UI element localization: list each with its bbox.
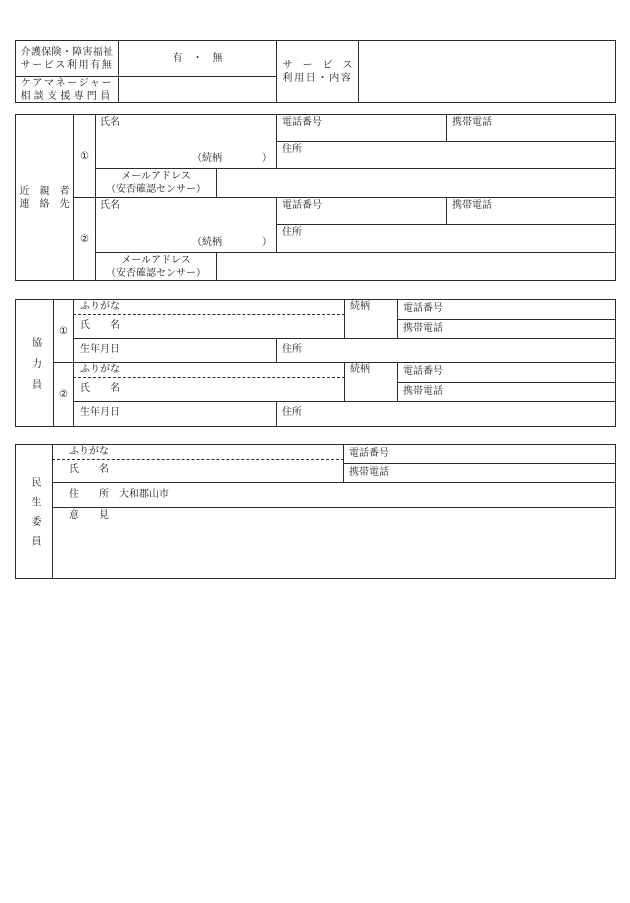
- relative-2-mobile-label: 携帯電話: [452, 200, 492, 211]
- cooperator-1-phone-label: 電話番号: [403, 303, 443, 314]
- cooperator-1-birthdate-label: 生年月日: [80, 344, 120, 355]
- cooperator-1-name-label: 氏 名: [80, 320, 120, 331]
- service-detail-label-line2: 利用日・内容: [282, 72, 353, 84]
- service-detail-value-cell: [358, 40, 616, 103]
- cooperator-2-phone-label: 電話番号: [403, 366, 443, 377]
- relatives-label-line1: 近 親 者: [19, 185, 70, 197]
- welfare-name-label: 氏 名: [69, 464, 109, 475]
- cooperator-1-number: ①: [59, 325, 68, 337]
- welfare-mobile-label: 携帯電話: [349, 467, 389, 478]
- cooperator-2-phone-cell: [397, 362, 616, 383]
- care-manager-label-line1: ケアマネージャー: [20, 77, 114, 89]
- service-usage-label-line2: サービス利用有無: [20, 59, 114, 71]
- welfare-furigana-label: ふりがな: [69, 446, 109, 457]
- cooperator-2-number: ②: [59, 389, 68, 400]
- welfare-address-label: 住 所: [69, 489, 109, 500]
- relative-1-email-label-line1: メールアドレス: [121, 171, 191, 182]
- relative-2-mobile-cell: [446, 197, 616, 225]
- relatives-label-line2: 連 絡 先: [19, 198, 70, 210]
- cooperator-1-number-cell: [53, 299, 74, 363]
- welfare-name-cell: [52, 460, 344, 483]
- service-detail-label-cell: [276, 40, 359, 103]
- relative-1-number: ①: [80, 150, 89, 162]
- relative-1-address-cell: [276, 141, 616, 169]
- cooperator-2-mobile-cell: [397, 382, 616, 402]
- cooperator-1-relation-cell: [344, 299, 398, 339]
- cooperator-1-address-label: 住所: [282, 344, 302, 355]
- relative-1-email-label-cell: [95, 168, 217, 198]
- welfare-address-cell: [52, 482, 616, 508]
- relative-2-email-label-line2: （安否確認センサー）: [106, 267, 206, 279]
- welfare-commissioner-label-cell: [15, 444, 53, 579]
- relative-2-name-cell: [95, 197, 277, 253]
- welfare-opinion-cell: [52, 507, 616, 579]
- cooperator-1-birthdate-cell: [73, 338, 277, 363]
- cooperator-1-relation-label: 続柄: [350, 301, 370, 312]
- cooperator-2-birthdate-label: 生年月日: [80, 407, 120, 418]
- cooperator-2-name-cell: [73, 378, 345, 402]
- service-usage-label-line1: 介護保険・障害福祉: [20, 46, 114, 58]
- welfare-commissioner-label: 民生委員: [29, 477, 40, 556]
- cooperator-2-address-label: 住所: [282, 407, 302, 418]
- cooperator-2-furigana-label: ふりがな: [80, 364, 120, 375]
- relative-2-address-label: 住所: [282, 227, 302, 238]
- cooperator-2-furigana-cell: [73, 362, 345, 378]
- care-manager-label-line2: 相談支援専門員: [20, 90, 114, 102]
- cooperator-1-furigana-label: ふりがな: [80, 301, 120, 312]
- cooperator-1-mobile-label: 携帯電話: [403, 323, 443, 334]
- relative-2-number-cell: [73, 197, 96, 281]
- cooperator-1-furigana-cell: [73, 299, 345, 315]
- relative-2-email-label-cell: [95, 252, 217, 281]
- cooperator-1-phone-cell: [397, 299, 616, 320]
- welfare-furigana-cell: [52, 444, 344, 460]
- relative-2-email-value-cell: [216, 252, 616, 281]
- relative-2-relation-label: （続柄 ）: [192, 237, 272, 248]
- relatives-label-cell: [15, 114, 74, 281]
- relative-2-email-label-line1: メールアドレス: [121, 254, 191, 266]
- relative-1-mobile-label: 携帯電話: [452, 117, 492, 128]
- welfare-phone-label: 電話番号: [349, 448, 389, 459]
- care-manager-label-cell: [15, 76, 119, 103]
- relative-1-email-value-cell: [216, 168, 616, 198]
- relative-1-phone-label: 電話番号: [282, 117, 322, 128]
- welfare-opinion-label: 意 見: [69, 510, 109, 521]
- service-detail-label-line1: サ ー ビ ス: [282, 59, 353, 71]
- relative-1-number-cell: [73, 114, 96, 198]
- relative-1-address-label: 住所: [282, 144, 302, 155]
- relative-2-phone-cell: [276, 197, 447, 225]
- cooperator-2-relation-label: 続柄: [350, 364, 370, 375]
- relative-2-number: ②: [80, 233, 89, 245]
- service-usage-label-cell: [15, 40, 119, 77]
- cooperator-1-address-cell: [276, 338, 616, 363]
- cooperator-1-mobile-cell: [397, 319, 616, 339]
- welfare-address-value: 大和郡山市: [119, 489, 169, 500]
- relative-1-name-cell: [95, 114, 277, 169]
- cooperator-2-birthdate-cell: [73, 401, 277, 427]
- cooperator-2-number-cell: [53, 362, 74, 427]
- cooperators-label-cell: [15, 299, 54, 427]
- relative-1-relation-label: （続柄 ）: [192, 153, 272, 164]
- cooperator-2-mobile-label: 携帯電話: [403, 386, 443, 397]
- cooperators-label: 協力員: [29, 337, 41, 400]
- welfare-mobile-cell: [343, 463, 616, 483]
- cooperator-2-address-cell: [276, 401, 616, 427]
- service-usage-value-cell: [118, 40, 277, 77]
- care-manager-value-cell: [118, 76, 277, 103]
- service-usage-value: 有 ・ 無: [172, 53, 223, 64]
- relative-1-email-label-line2: （安否確認センサー）: [106, 184, 206, 195]
- welfare-phone-cell: [343, 444, 616, 464]
- relative-2-name-label: 氏名: [100, 200, 120, 211]
- relative-1-mobile-cell: [446, 114, 616, 142]
- relative-1-name-label: 氏名: [100, 117, 120, 128]
- cooperator-2-relation-cell: [344, 362, 398, 402]
- relative-1-phone-cell: [276, 114, 447, 142]
- relative-2-phone-label: 電話番号: [282, 200, 322, 211]
- cooperator-2-name-label: 氏 名: [80, 383, 120, 394]
- cooperator-1-name-cell: [73, 315, 345, 339]
- relative-2-address-cell: [276, 224, 616, 253]
